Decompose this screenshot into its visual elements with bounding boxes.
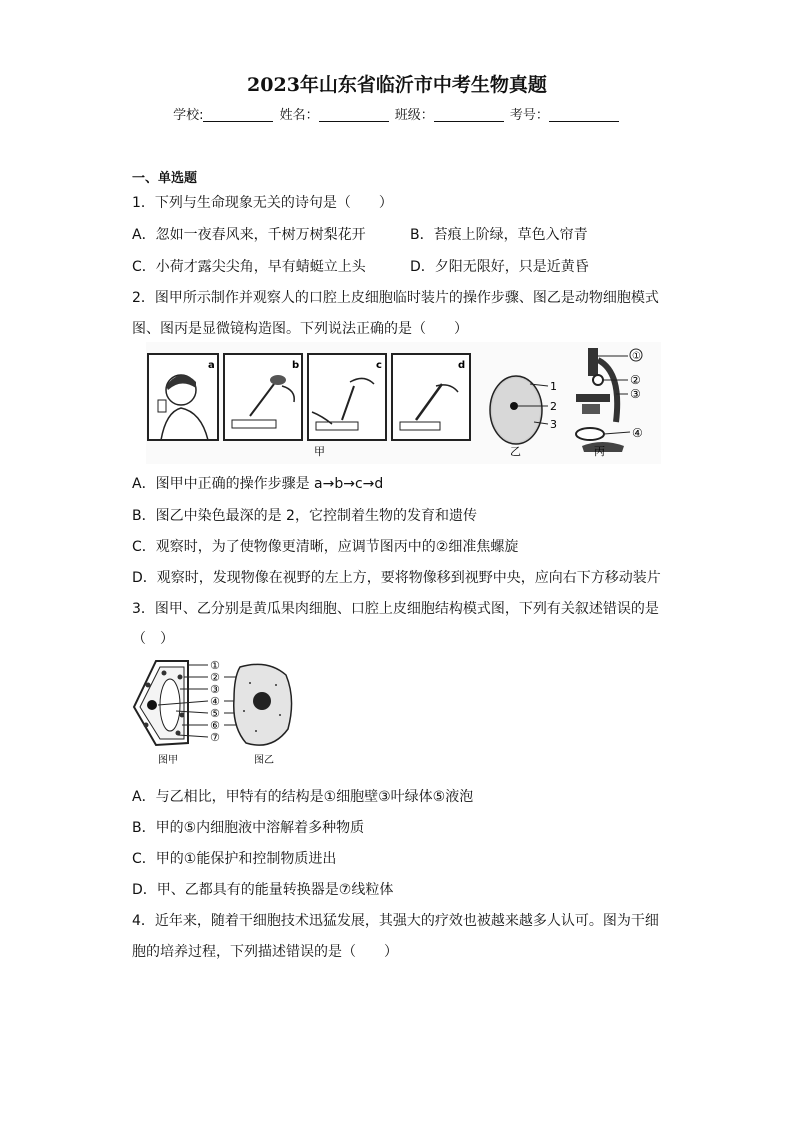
exam-no-label: 考号： bbox=[509, 108, 549, 123]
oral-epithelial-cell-diagram bbox=[224, 664, 292, 766]
panel-c-scrape-cells bbox=[308, 354, 386, 440]
label-d: d bbox=[458, 360, 466, 371]
label-circle-2: ② bbox=[630, 373, 641, 387]
q3-option-d: D．甲、乙都具有的能量转换器是⑦线粒体 bbox=[132, 882, 394, 898]
section-heading: 一、单选题 bbox=[132, 171, 198, 186]
label-circle-3: ③ bbox=[210, 683, 220, 696]
label-fig-jia: 图甲 bbox=[158, 755, 178, 766]
label-bing: 丙 bbox=[594, 445, 605, 458]
q2-stem-line2: 图、图丙是显微镜构造图。下列说法正确的是（ ） bbox=[132, 321, 468, 337]
panel-a-rinse-mouth bbox=[148, 354, 218, 440]
q3-stem-line2: （ ） bbox=[132, 631, 174, 647]
page-title: 2023年山东省临沂市中考生物真题 bbox=[247, 74, 547, 96]
class-blank[interactable] bbox=[434, 109, 504, 122]
q3-option-b: B．甲的⑤内细胞液中溶解着多种物质 bbox=[132, 820, 365, 836]
q4-stem-line2: 胞的培养过程，下列描述错误的是（ ） bbox=[132, 944, 398, 960]
q3-option-a: A．与乙相比，甲特有的结构是①细胞壁③叶绿体⑤液泡 bbox=[132, 789, 474, 805]
student-info-line bbox=[0, 104, 794, 123]
nucleus bbox=[510, 402, 518, 410]
q2-option-d: D．观察时，发现物像在视野的左上方，要将物像移到视野中央，应向右下方移动装片 bbox=[132, 570, 661, 586]
label-3: 3 bbox=[550, 418, 557, 431]
label-2: 2 bbox=[550, 400, 557, 413]
label-1: 1 bbox=[550, 380, 557, 393]
q1-stem: 1．下列与生命现象无关的诗句是（ ） bbox=[132, 195, 393, 211]
label-circle-7: ⑦ bbox=[210, 731, 220, 744]
label-c: c bbox=[376, 360, 382, 371]
label-circle-4: ④ bbox=[210, 695, 220, 708]
plant-cell-diagram bbox=[134, 659, 220, 766]
label-jia: 甲 bbox=[314, 445, 325, 458]
label-b: b bbox=[292, 360, 300, 371]
label-fig-yi: 图乙 bbox=[254, 755, 274, 766]
q1-option-a: A．忽如一夜春风来，千树万树梨花开 bbox=[132, 227, 366, 243]
q2-option-c: C．观察时，为了使物像更清晰，应调节图丙中的②细准焦螺旋 bbox=[132, 539, 519, 555]
q2-figure bbox=[146, 342, 661, 464]
label-yi: 乙 bbox=[510, 445, 521, 458]
panel-d-stain bbox=[392, 354, 470, 440]
label-circle-5: ⑤ bbox=[210, 707, 220, 720]
label-circle-4: ④ bbox=[632, 426, 643, 440]
q3-stem-line1: 3．图甲、乙分别是黄瓜果肉细胞、口腔上皮细胞结构模式图，下列有关叙述错误的是 bbox=[132, 601, 659, 617]
school-label: 学校: bbox=[173, 108, 204, 123]
q1-option-b: B．苔痕上阶绿，草色入帘青 bbox=[410, 227, 588, 243]
name-label: 姓名： bbox=[279, 108, 319, 123]
q3-figure bbox=[128, 655, 296, 767]
q3-option-c: C．甲的①能保护和控制物质进出 bbox=[132, 851, 337, 867]
label-circle-2: ② bbox=[210, 671, 220, 684]
q1-option-d: D．夕阳无限好，只是近黄昏 bbox=[410, 259, 589, 275]
panel-b-drop-saline bbox=[224, 354, 302, 440]
q1-option-c: C．小荷才露尖尖角，早有蜻蜓立上头 bbox=[132, 259, 366, 275]
name-blank[interactable] bbox=[319, 109, 389, 122]
label-circle-6: ⑥ bbox=[210, 719, 220, 732]
label-circle-3: ③ bbox=[630, 387, 641, 401]
label-a: a bbox=[208, 360, 215, 371]
label-circle-1: ① bbox=[632, 351, 641, 362]
q2-option-b: B．图乙中染色最深的是 2，它控制着生物的发育和遗传 bbox=[132, 508, 477, 524]
school-blank[interactable] bbox=[203, 109, 273, 122]
q2-stem-line1: 2．图甲所示制作并观察人的口腔上皮细胞临时装片的操作步骤、图乙是动物细胞模式 bbox=[132, 290, 659, 306]
q2-option-a: A．图甲中正确的操作步骤是 a→b→c→d bbox=[132, 476, 384, 492]
q4-stem-line1: 4．近年来，随着干细胞技术迅猛发展，其强大的疗效也被越来越多人认可。图为干细 bbox=[132, 913, 659, 929]
label-circle-1: ① bbox=[210, 659, 220, 672]
exam-no-blank[interactable] bbox=[549, 109, 619, 122]
class-label: 班级： bbox=[394, 108, 434, 123]
